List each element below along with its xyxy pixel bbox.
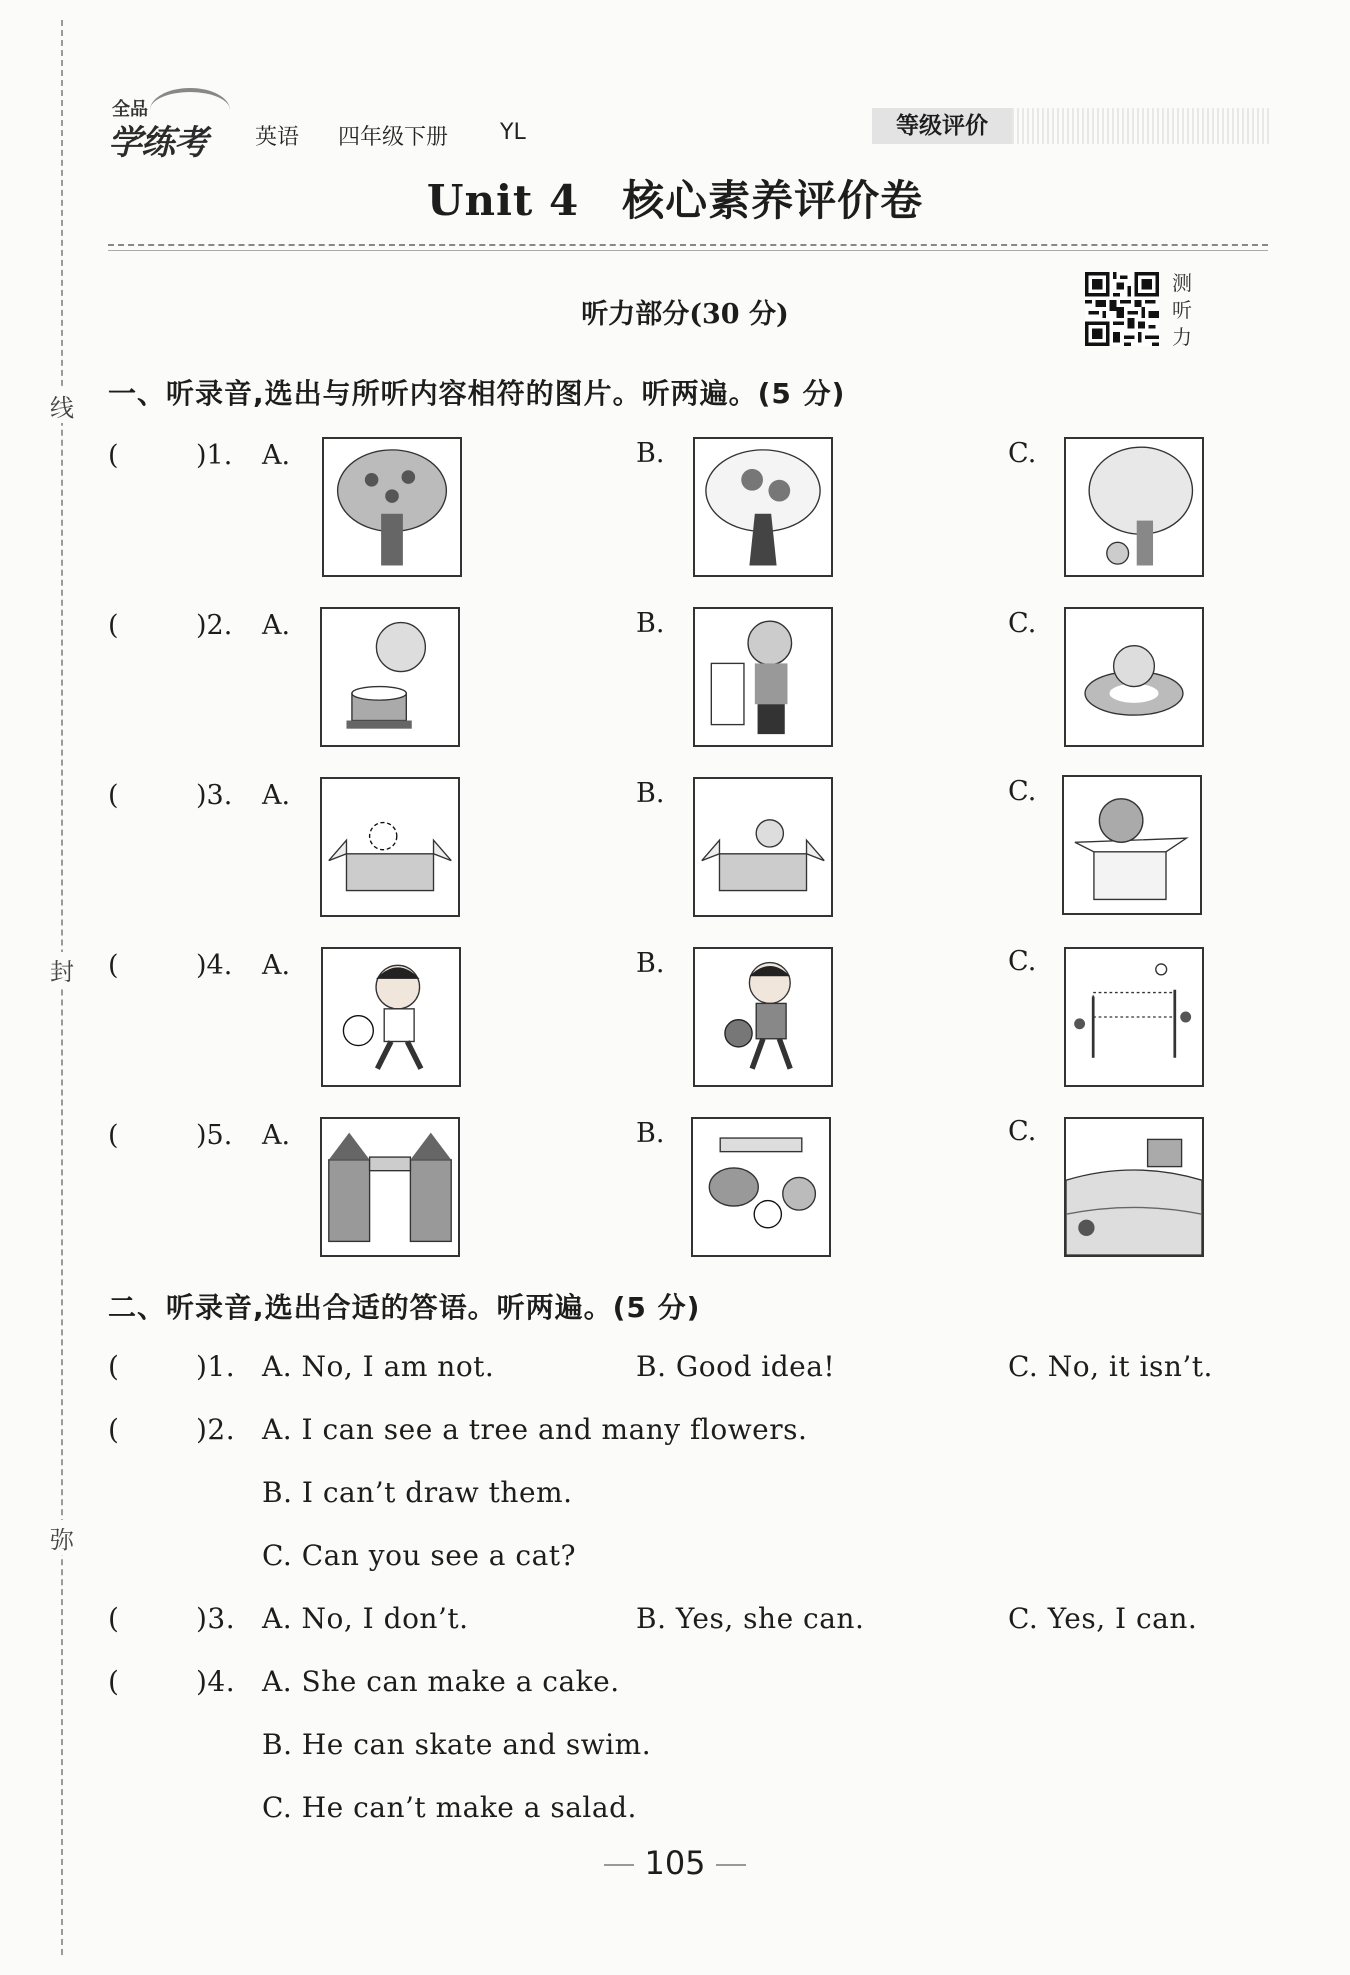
farm-field-picture[interactable] bbox=[1064, 1117, 1204, 1257]
part2-q1-option-a: A. No, I am not. bbox=[262, 1350, 495, 1383]
part2-q3-option-b: B. Yes, she can. bbox=[636, 1602, 865, 1635]
part2-q4: ( )4. bbox=[108, 1665, 236, 1698]
zebra-in-box-picture[interactable] bbox=[320, 777, 460, 917]
part2-q4-option-b: B. He can skate and swim. bbox=[262, 1728, 652, 1761]
option-label: C. bbox=[1008, 1116, 1037, 1147]
qr-caption: 测 听 力 bbox=[1172, 271, 1192, 349]
option-label: B. bbox=[636, 778, 665, 809]
boy-playing-football-picture[interactable] bbox=[321, 947, 461, 1087]
option-label: B. bbox=[636, 1118, 665, 1149]
part2-heading: 二、听录音,选出合适的答语。听两遍。(5 分) bbox=[108, 1291, 701, 1324]
part2-q2-option-a: A. I can see a tree and many flowers. bbox=[262, 1413, 808, 1446]
grade-label: 四年级下册 bbox=[338, 125, 449, 150]
edition-label: YL bbox=[500, 120, 526, 145]
option-label: C. bbox=[1008, 946, 1037, 977]
binding-char-seal: 封 bbox=[47, 952, 77, 987]
part2-q1-option-c: C. No, it isn’t. bbox=[1008, 1350, 1213, 1383]
part1-q4: ( )4. bbox=[108, 950, 233, 981]
binding-char-close: 弥 bbox=[47, 1520, 77, 1555]
qr-code-icon[interactable] bbox=[1085, 272, 1159, 346]
part2-q2-option-b: B. I can’t draw them. bbox=[262, 1476, 573, 1509]
zoo-animals-picture[interactable] bbox=[691, 1117, 831, 1257]
page-number: 105 bbox=[0, 1844, 1350, 1882]
option-label: A. bbox=[262, 610, 291, 641]
level-badge: 等级评价 bbox=[872, 108, 1012, 144]
option-label: B. bbox=[636, 608, 665, 639]
option-label: B. bbox=[636, 948, 665, 979]
option-label: C. bbox=[1008, 608, 1037, 639]
title-divider bbox=[108, 244, 1268, 246]
part2-q1: ( )1. bbox=[108, 1350, 236, 1383]
dog-in-box-picture[interactable] bbox=[693, 777, 833, 917]
header-stripes bbox=[1012, 108, 1272, 144]
subject-label: 英语 bbox=[255, 125, 300, 150]
part2-q3: ( )3. bbox=[108, 1602, 236, 1635]
option-label: C. bbox=[1008, 776, 1037, 807]
logo-main: 学练考 bbox=[108, 123, 207, 163]
option-label: B. bbox=[636, 438, 665, 469]
part2-q4-option-a: A. She can make a cake. bbox=[262, 1665, 620, 1698]
part2-q1-option-b: B. Good idea! bbox=[636, 1350, 836, 1383]
tree-with-cat-picture[interactable] bbox=[1064, 437, 1204, 577]
part2-q3-option-a: A. No, I don’t. bbox=[262, 1602, 469, 1635]
title-divider-solid bbox=[108, 250, 1268, 251]
binding-char-line: 线 bbox=[47, 388, 77, 423]
tree-with-monkeys-picture[interactable] bbox=[693, 437, 833, 577]
children-playing-volleyball-picture[interactable] bbox=[1064, 947, 1204, 1087]
option-label: A. bbox=[262, 1120, 291, 1151]
park-gate-picture[interactable] bbox=[320, 1117, 460, 1257]
part1-q2: ( )2. bbox=[108, 610, 233, 641]
page-title: Unit 4 核心素养评价卷 bbox=[426, 176, 924, 225]
part1-q5: ( )5. bbox=[108, 1120, 233, 1151]
part1-q3: ( )3. bbox=[108, 780, 233, 811]
tree-with-birds-picture[interactable] bbox=[322, 437, 462, 577]
part2-q2: ( )2. bbox=[108, 1413, 236, 1446]
cat-painting-picture[interactable] bbox=[693, 607, 833, 747]
option-label: A. bbox=[262, 950, 291, 981]
cat-making-cake-picture[interactable] bbox=[320, 607, 460, 747]
option-label: A. bbox=[262, 780, 291, 811]
boy-playing-basketball-picture[interactable] bbox=[693, 947, 833, 1087]
part2-q3-option-c: C. Yes, I can. bbox=[1008, 1602, 1198, 1635]
part1-heading: 一、听录音,选出与所听内容相符的图片。听两遍。(5 分) bbox=[108, 377, 846, 410]
cat-swimming-picture[interactable] bbox=[1064, 607, 1204, 747]
logo-small: 全品 bbox=[112, 99, 148, 120]
part1-q1: ( )1. bbox=[108, 440, 233, 471]
option-label: C. bbox=[1008, 438, 1037, 469]
part2-q4-option-c: C. He can’t make a salad. bbox=[262, 1791, 637, 1824]
option-label: A. bbox=[262, 440, 291, 471]
cat-in-box-picture[interactable] bbox=[1062, 775, 1202, 915]
listening-section-title: 听力部分(30 分) bbox=[581, 299, 789, 330]
part2-q2-option-c: C. Can you see a cat? bbox=[262, 1539, 577, 1572]
